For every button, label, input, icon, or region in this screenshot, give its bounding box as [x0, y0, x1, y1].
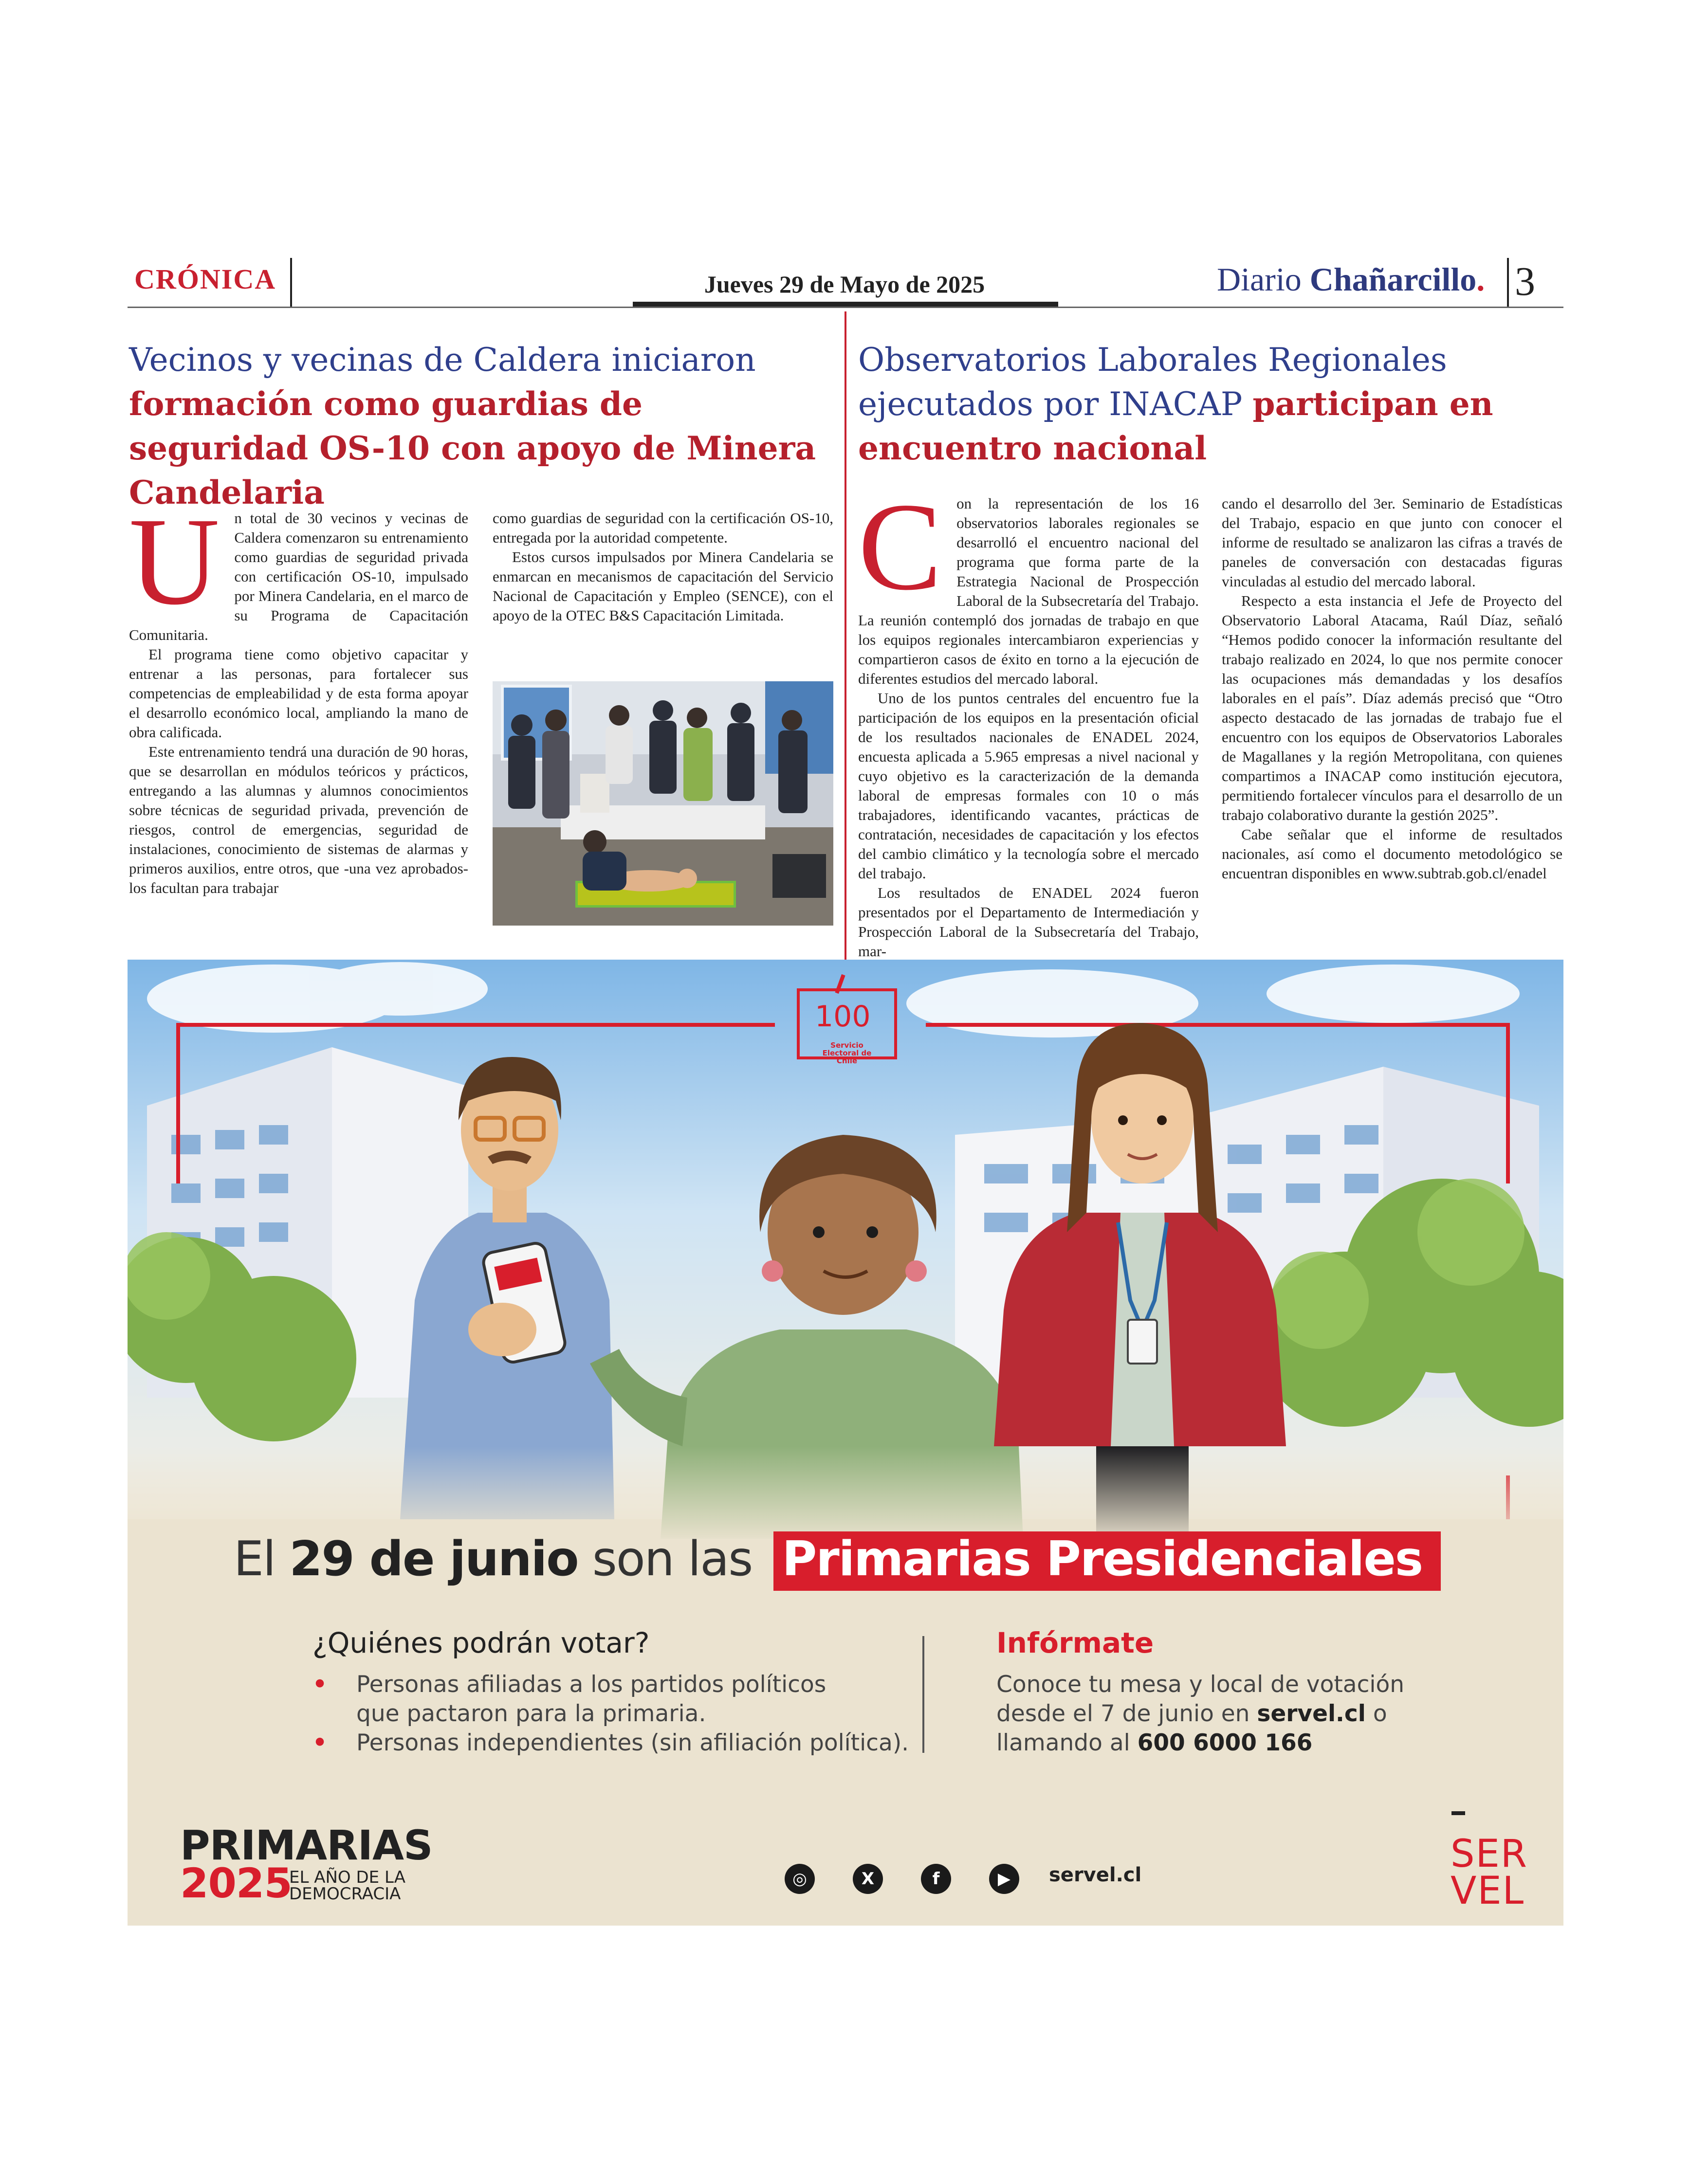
issue-date: Jueves 29 de Mayo de 2025 — [704, 271, 985, 298]
section-divider — [290, 258, 292, 307]
servel-advertisement — [128, 960, 1563, 1926]
article-2-paragraph: Uno de los puntos centrales del encuentro fue la participación de los equipos en la presentación oficial de los resultados nacionales de ENADEL 2024, encuesta aplicada a 5.965 empresas a nivel nacional y cuyo objetivo es la caracterización de la demanda laboral de empresas formales con 10 o más trabajadores, identificando vacantes, prácticas de contratación, necesidades de capacitación y los efectos del cambio climático y la tecnología sobre el mercado del trabajo. — [858, 690, 1199, 882]
ad-info-text: desde el 7 de junio en — [996, 1700, 1257, 1727]
list-item-text: Personas independientes (sin afiliación política). — [356, 1729, 909, 1756]
masthead-dot: . — [1476, 261, 1485, 298]
newspaper-masthead — [1217, 260, 1485, 299]
servel-100-years-badge: 100 — [815, 1000, 871, 1034]
training-photo — [493, 681, 833, 926]
article-2-dropcap: C — [858, 477, 942, 616]
article-2-paragraph: cando el desarrollo del 3er. Seminario de Estadísticas del Trabajo, espacio en que junto con conocer el informe de resultado se analizaron las cifras a través de paneles de conversación con destacadas figuras vinculadas al estudio del mercado laboral. — [1222, 495, 1562, 590]
article-2-paragraph: Los resultados de ENADEL 2024 fueron presentados por el Departamento de Intermediación y Prospección Laboral de la Subsecretaría del Trabajo, mar- — [858, 884, 1199, 960]
ad-info-title: Infórmate — [996, 1626, 1154, 1659]
article-1-headline-blue: Vecinos y vecinas de Caldera iniciaron — [129, 341, 756, 379]
article-2-paragraph: Cabe señalar que el informe de resultados nacionales, así como el documento metodológico se encuentran disponibles en www.subtrab.gob.cl/enadel — [1222, 826, 1562, 882]
primarias-logo-year: 2025 — [180, 1859, 292, 1907]
bullet-icon: • — [312, 1671, 328, 1698]
article-1-paragraph: Este entrenamiento tendrá una duración de 90 horas, que se desarrollan en módulos teóricos y prácticos, entregando a las alumnas y alumnos conocimientos sobre técnicas de seguridad privada, prevención de riesgos, control de emergencias, seguridad de instalaciones, conocimiento de sistemas de alarmas y primeros auxilios, entre otros, que -una vez aprobados- los facultan para trabajar — [129, 743, 468, 896]
article-1-headline — [129, 338, 820, 515]
primarias-logo-title: PRIMARIAS — [180, 1821, 433, 1869]
article-1-paragraph: El programa tiene como objetivo capacitar y entrenar a las personas, para fortalecer sus competencias de empleabilidad y de esta forma apoyar el desarrollo económico local, ampliando la mano de obra calificada. — [129, 646, 468, 741]
bullet-icon: • — [312, 1729, 328, 1756]
page-number: 3 — [1515, 259, 1535, 304]
article-divider — [845, 311, 846, 961]
masthead-bold: Chañarcillo — [1309, 261, 1477, 298]
phone-number: 600 6000 166 — [1137, 1729, 1313, 1756]
article-1-column-2 — [493, 509, 833, 625]
article-2-column-1 — [858, 477, 1199, 961]
servel-logo-dash — [1451, 1811, 1465, 1815]
ad-info-line — [996, 1729, 1404, 1758]
servel-logo — [1451, 1832, 1528, 1913]
ad-info-body — [996, 1670, 1404, 1758]
ad-who-can-vote-title: ¿Quiénes podrán votar? — [312, 1626, 650, 1659]
ad-headline-pre: El — [234, 1531, 290, 1587]
article-2-headline-red: participan en encuentro nacional — [858, 385, 1493, 467]
article-1-paragraph: Estos cursos impulsados por Minera Candelaria se enmarcan en mecanismos de capacitación del Servicio Nacional de Capacitación y Empleo (SENCE), con el apoyo de la OTEC B&S Capacitación Limitada. — [493, 548, 833, 624]
servel-badge-label: Servicio Electoral de Chile — [822, 1041, 872, 1065]
instagram-icon[interactable]: ◎ — [785, 1864, 815, 1894]
servel-website[interactable]: servel.cl — [1049, 1864, 1142, 1886]
list-item — [312, 1699, 909, 1729]
servel-logo-line: SER — [1451, 1832, 1528, 1876]
list-item-text: que pactaron para la primaria. — [356, 1700, 706, 1727]
section-label: CRÓNICA — [134, 263, 276, 295]
ad-info-line — [996, 1699, 1404, 1729]
article-2-column-2 — [1222, 494, 1562, 883]
article-2-paragraph: Respecto a esta instancia el Jefe de Proyecto del Observatorio Laboral Atacama, Raúl Díaz, señaló “Hemos podido conocer la información resultante del trabajo realizado en 2024, lo que nos permite conocer las ocupaciones más demandadas y los desafíos laborales en el país”. Díaz además precisó que “Otro aspecto destacado de las jornadas de trabajo fue el encuentro con los equipos de Observatorios Laborales de Magallanes y la región Metropolitana, con quienes compartimos a INACAP como institución ejecutora, permitiendo fortalecer vínculos para el desarrollo de un trabajo colaborativo durante la gestión 2025”. — [1222, 592, 1562, 823]
x-icon[interactable]: X — [853, 1864, 883, 1894]
ad-who-can-vote-list — [312, 1670, 909, 1758]
date-underline — [633, 302, 1058, 307]
ad-headline — [234, 1531, 1441, 1591]
youtube-icon[interactable]: ▶ — [989, 1864, 1019, 1894]
article-1-dropcap: U — [129, 491, 220, 631]
ad-headline-highlight: Primarias Presidenciales — [773, 1531, 1441, 1591]
ad-info-text: o — [1365, 1700, 1387, 1727]
ad-headline-mid: son las — [578, 1531, 767, 1587]
article-2-headline-blue: Observatorios Laborales Regionales ejecutados por INACAP — [858, 341, 1447, 423]
article-2-headline — [858, 338, 1559, 471]
article-1-column-1 — [129, 491, 468, 898]
list-item — [312, 1729, 909, 1758]
facebook-icon[interactable]: f — [921, 1864, 951, 1894]
masthead-regular: Diario — [1217, 261, 1310, 298]
servel-logo-line: VEL — [1451, 1869, 1525, 1913]
servel-link[interactable]: servel.cl — [1257, 1700, 1366, 1727]
ad-info-line: Conoce tu mesa y local de votación — [996, 1671, 1405, 1698]
ad-info-text: llamando al — [996, 1729, 1138, 1756]
article-2-paragraph: on la representación de los 16 observatorios laborales regionales se desarrolló el encuentro nacional del programa que forma parte de la Estrategia Nacional de Prospección Laboral de la Subsecretaría del Trabajo. La reunión contempló dos jornadas de trabajo en que los equipos regionales intercambiaron experiencias y compartieron casos de éxito en torno a la ejecución de diferentes estudios del mercado laboral. — [858, 495, 1199, 687]
primarias-logo-subtitle: DEMOCRACIA — [289, 1884, 401, 1904]
article-1-paragraph: como guardias de seguridad con la certificación OS-10, entregada por la autoridad competente. — [493, 510, 833, 546]
list-item-text: Personas afiliadas a los partidos políticos — [356, 1671, 827, 1698]
training-photo-illustration — [493, 681, 833, 926]
article-1-headline-red: formación como guardias de seguridad OS-10 con apoyo de Minera Candelaria — [129, 385, 816, 511]
ad-headline-date: 29 de junio — [289, 1531, 578, 1587]
page-number-divider — [1507, 258, 1509, 307]
header-rule — [128, 307, 1563, 308]
ad-divider — [922, 1636, 924, 1753]
article-1-paragraph: n total de 30 vecinos y vecinas de Caldera comenzaron su entrenamiento como guardias de seguridad privada con certificación OS-10, impulsado por Minera Candelaria, en el marco de su Programa de Capacitación Comunitaria. — [129, 510, 468, 643]
list-item — [312, 1670, 909, 1699]
primarias-logo-subtitle: EL AÑO DE LA — [289, 1868, 405, 1887]
